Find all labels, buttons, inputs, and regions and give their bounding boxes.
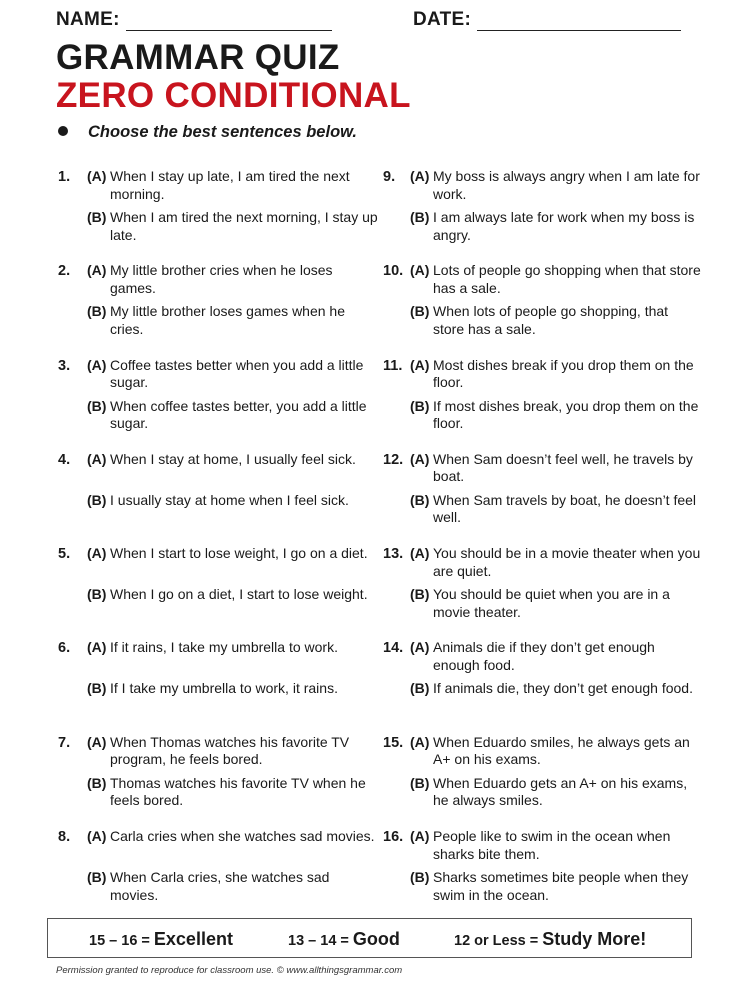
option-b[interactable]: [87, 209, 378, 244]
option-text: When I stay up late, I am tired the next morning.: [110, 168, 350, 202]
option-text: Lots of people go shopping when that store has a sale.: [433, 262, 701, 296]
option-b[interactable]: [410, 869, 703, 904]
questions-right-column: [383, 168, 703, 922]
option-label: (B): [410, 303, 430, 320]
option-text: Sharks sometimes bite people when they swim in the ocean.: [433, 869, 689, 903]
option-a[interactable]: [410, 734, 703, 769]
footer-permission: Permission granted to reproduce for classroom use. © www.allthingsgrammar.com: [56, 965, 403, 976]
option-text: If animals die, they don’t get enough food.: [433, 680, 693, 697]
score-range: 12 or Less =: [454, 933, 539, 949]
option-label: (B): [410, 586, 430, 603]
option-text: I am always late for work when my boss is angry.: [433, 209, 695, 243]
option-b[interactable]: [87, 492, 378, 510]
question-number: 16.: [383, 829, 404, 846]
question-item: [58, 828, 378, 922]
question-number: 5.: [58, 546, 71, 563]
option-text: People like to swim in the ocean when sharks bite them.: [433, 828, 671, 862]
question-item: [58, 168, 378, 262]
option-label: (A): [410, 168, 430, 184]
option-label: (A): [410, 262, 430, 279]
option-label: (B): [410, 209, 430, 225]
option-text: I usually stay at home when I feel sick.: [110, 491, 349, 508]
question-item: [383, 639, 703, 733]
option-a[interactable]: [410, 262, 703, 297]
date-label: DATE:: [413, 9, 472, 30]
question-item: [383, 545, 703, 639]
instruction: [58, 123, 357, 142]
question-number: 6.: [58, 640, 71, 657]
option-a[interactable]: [87, 168, 378, 203]
quiz-subtitle: ZERO CONDITIONAL: [56, 76, 411, 115]
question-number: 4.: [58, 451, 71, 468]
option-a[interactable]: [410, 451, 703, 486]
question-item: [383, 168, 703, 262]
option-a[interactable]: [87, 545, 378, 563]
option-label: (B): [87, 680, 107, 697]
option-text: You should be in a movie theater when you are quiet.: [433, 545, 701, 579]
option-text: You should be quiet when you are in a movie theater.: [433, 586, 670, 620]
option-label: (B): [87, 774, 107, 791]
option-text: Thomas watches his favorite TV when he feels bored.: [110, 774, 366, 809]
question-number: 2.: [58, 263, 71, 280]
option-label: (B): [410, 397, 430, 414]
option-a[interactable]: [410, 545, 703, 580]
score-label: Study More!: [542, 929, 647, 949]
question-number: 9.: [383, 169, 396, 185]
option-a[interactable]: [87, 734, 378, 769]
option-label: (B): [87, 869, 107, 886]
option-text: When I am tired the next morning, I stay up late.: [110, 209, 378, 243]
question-item: [58, 262, 378, 356]
option-label: (A): [410, 450, 430, 467]
option-a[interactable]: [87, 639, 378, 657]
option-label: (B): [87, 491, 107, 508]
option-b[interactable]: [87, 398, 378, 433]
question-item: [58, 639, 378, 733]
option-label: (A): [87, 733, 107, 750]
date-blank-line: [477, 10, 681, 31]
option-text: Coffee tastes better when you add a little sugar.: [110, 356, 364, 391]
option-text: When Eduardo smiles, he always gets an A+ on his exams.: [433, 733, 690, 768]
score-range: 13 – 14 =: [288, 933, 349, 949]
option-b[interactable]: [87, 586, 378, 604]
option-text: When lots of people go shopping, that store has a sale.: [433, 303, 669, 337]
question-number: 14.: [383, 640, 404, 657]
option-label: (A): [87, 168, 107, 184]
score-label: Good: [352, 929, 400, 949]
option-a[interactable]: [87, 451, 378, 469]
option-label: (A): [410, 828, 430, 845]
question-number: 7.: [58, 734, 71, 751]
question-number: 11.: [383, 357, 403, 374]
question-item: [383, 262, 703, 356]
option-b[interactable]: [87, 869, 378, 904]
option-text: Most dishes break if you drop them on the floor.: [433, 356, 694, 391]
option-text: Animals die if they don’t get enough enough food.: [433, 639, 655, 673]
option-label: (B): [87, 209, 107, 225]
option-b[interactable]: [410, 775, 703, 810]
option-a[interactable]: [87, 262, 378, 297]
option-a[interactable]: [410, 168, 703, 203]
option-b[interactable]: [410, 398, 703, 433]
question-number: 13.: [383, 546, 404, 563]
option-b[interactable]: [410, 492, 703, 527]
option-label: (B): [410, 869, 430, 886]
option-text: When Thomas watches his favorite TV program, he feels bored.: [110, 733, 350, 768]
option-label: (A): [410, 639, 430, 656]
option-text: My little brother cries when he loses games.: [110, 262, 333, 296]
score-excellent: [89, 929, 233, 950]
option-text: My little brother loses games when he cries.: [110, 303, 345, 337]
option-label: (A): [410, 545, 430, 562]
quiz-title: GRAMMAR QUIZ: [56, 38, 340, 77]
question-item: [383, 734, 703, 828]
option-a[interactable]: [87, 828, 378, 846]
option-label: (A): [87, 356, 107, 373]
option-b[interactable]: [87, 775, 378, 810]
option-label: (B): [410, 774, 430, 791]
option-label: (A): [87, 545, 107, 562]
question-item: [383, 357, 703, 451]
option-label: (A): [87, 262, 107, 279]
option-a[interactable]: [87, 357, 378, 392]
question-item: [58, 734, 378, 828]
option-text: When I go on a diet, I start to lose weight.: [110, 586, 368, 603]
score-good: [288, 929, 400, 950]
option-label: (A): [87, 828, 107, 845]
option-text: If it rains, I take my umbrella to work.: [110, 639, 338, 656]
option-label: (B): [87, 303, 107, 320]
option-b[interactable]: [410, 209, 703, 244]
option-text: When I stay at home, I usually feel sick.: [110, 450, 356, 467]
option-a[interactable]: [410, 639, 703, 674]
question-number: 12.: [383, 451, 404, 468]
question-item: [383, 828, 703, 922]
name-label: NAME:: [56, 9, 120, 30]
option-text: When Eduardo gets an A+ on his exams, he always smiles.: [433, 774, 688, 809]
question-number: 15.: [383, 734, 404, 751]
option-a[interactable]: [410, 357, 703, 392]
question-number: 8.: [58, 829, 71, 846]
option-b[interactable]: [410, 680, 703, 698]
option-label: (A): [410, 356, 430, 373]
question-item: [58, 545, 378, 639]
date-field: [413, 9, 681, 31]
option-label: (A): [87, 450, 107, 467]
option-b[interactable]: [410, 303, 703, 338]
score-range: 15 – 16 =: [89, 933, 150, 949]
option-b[interactable]: [87, 303, 378, 338]
option-label: (B): [87, 586, 107, 603]
score-box: [47, 918, 692, 958]
score-study-more: [454, 929, 646, 950]
question-number: 3.: [58, 357, 71, 374]
name-blank-line: [126, 10, 332, 31]
option-text: When coffee tastes better, you add a little sugar.: [110, 397, 367, 432]
option-label: (A): [410, 733, 430, 750]
questions-left-column: [58, 168, 378, 922]
question-item: [58, 357, 378, 451]
option-label: (B): [87, 397, 107, 414]
question-number: 10.: [383, 263, 404, 280]
option-text: When Sam doesn’t feel well, he travels by boat.: [433, 450, 693, 485]
option-text: If most dishes break, you drop them on the floor.: [433, 397, 699, 432]
option-text: My boss is always angry when I am late for work.: [433, 168, 700, 202]
question-item: [383, 451, 703, 545]
bullet-icon: [58, 126, 68, 136]
score-label: Excellent: [153, 929, 233, 949]
option-text: When Sam travels by boat, he doesn’t feel well.: [433, 491, 697, 526]
option-b[interactable]: [87, 680, 378, 698]
option-text: When Carla cries, she watches sad movies.: [110, 869, 330, 903]
question-number: 1.: [58, 169, 71, 185]
option-text: When I start to lose weight, I go on a diet.: [110, 545, 368, 562]
option-text: If I take my umbrella to work, it rains.: [110, 680, 338, 697]
instruction-text: Choose the best sentences below.: [88, 123, 357, 141]
option-label: (B): [410, 680, 430, 697]
question-item: [58, 451, 378, 545]
option-b[interactable]: [410, 586, 703, 621]
name-field: [56, 9, 332, 31]
option-label: (A): [87, 639, 107, 656]
option-a[interactable]: [410, 828, 703, 863]
option-text: Carla cries when she watches sad movies.: [110, 828, 375, 845]
option-label: (B): [410, 491, 430, 508]
